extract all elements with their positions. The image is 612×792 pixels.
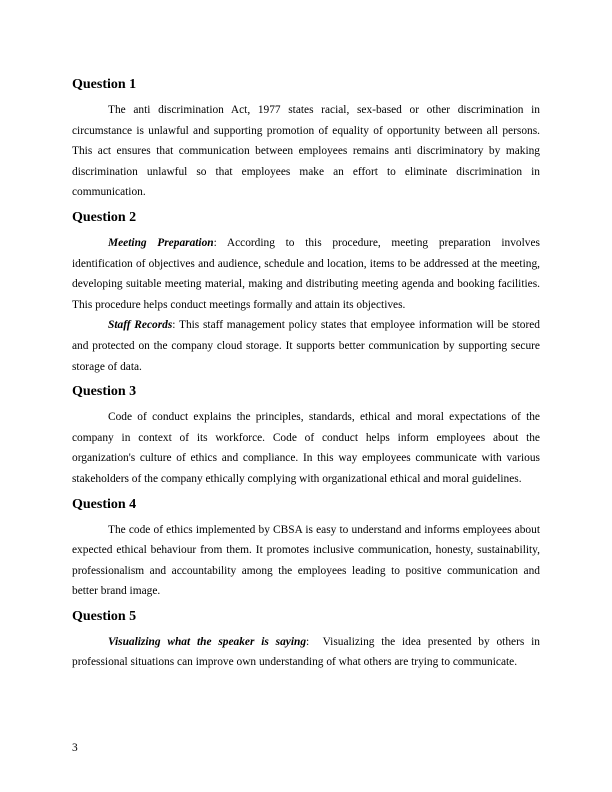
question-heading: Question 3 — [72, 384, 137, 400]
paragraph — [72, 632, 540, 673]
paragraph — [72, 407, 540, 489]
paragraph-term: Visualizing what the speaker is saying — [108, 635, 307, 648]
paragraph — [72, 520, 540, 602]
section-question-4 — [72, 496, 540, 602]
section-question-1 — [72, 76, 540, 203]
question-heading: Question 1 — [72, 77, 137, 92]
paragraph-text: The anti discrimination Act, 1977 states racial, sex-based or other discrimination in circumstance is unlawful and supporting promotion of equality of opportunity between all persons. This act ensures that communication between employees remains anti discriminatory by making discrimination unlawful so that employees make an effort to eliminate discrimination in communication. — [72, 104, 540, 199]
paragraph-text: Visualizing the idea presented by others in professional situations can improve own understanding of what others are trying to communicate. — [72, 635, 540, 669]
question-heading: Question 2 — [72, 209, 137, 225]
paragraph-text: This staff management policy states that employee information will be stored and protected on the company cloud storage. It supports better communication by supporting secure storage of data. — [72, 319, 541, 373]
page-number: 3 — [72, 742, 78, 754]
question-heading: Question 5 — [72, 608, 137, 624]
document-page — [72, 76, 540, 679]
paragraph — [72, 233, 540, 315]
section-question-3 — [72, 383, 540, 489]
section-question-5 — [72, 608, 540, 673]
paragraph-term: Meeting Preparation — [108, 236, 214, 249]
term-separator: : — [213, 236, 227, 249]
paragraph-text: Code of conduct explains the principles, standards, ethical and moral expectations of the company in context of its workforce. Code of conduct helps inform employees about the organization's culture of ethics and compliance. In this way employees communicate with various stakeholders of the company ethically complying with organizational ethical and moral guidelines. — [72, 411, 540, 485]
paragraph-text: According to this procedure, meeting preparation involves identification of objectives and audience, schedule and location, items to be addressed at the meeting, developing suitable meeting material, making and distributing meeting agenda and booking facilities. This procedure helps conduct meetings formally and attain its objectives. — [72, 236, 540, 311]
paragraph — [72, 100, 540, 203]
paragraph-text: The code of ethics implemented by CBSA is easy to understand and informs employees about expected ethical behaviour from them. It promotes inclusive communication, honesty, sustainability, professionalism and accountability among the employees leading to positive communication and better brand image. — [72, 523, 540, 598]
section-question-2 — [72, 209, 540, 377]
term-separator: : — [306, 635, 323, 648]
term-separator: : — [172, 319, 179, 332]
question-heading: Question 4 — [72, 496, 137, 512]
paragraph-term: Staff Records — [108, 319, 173, 332]
paragraph — [72, 315, 540, 377]
